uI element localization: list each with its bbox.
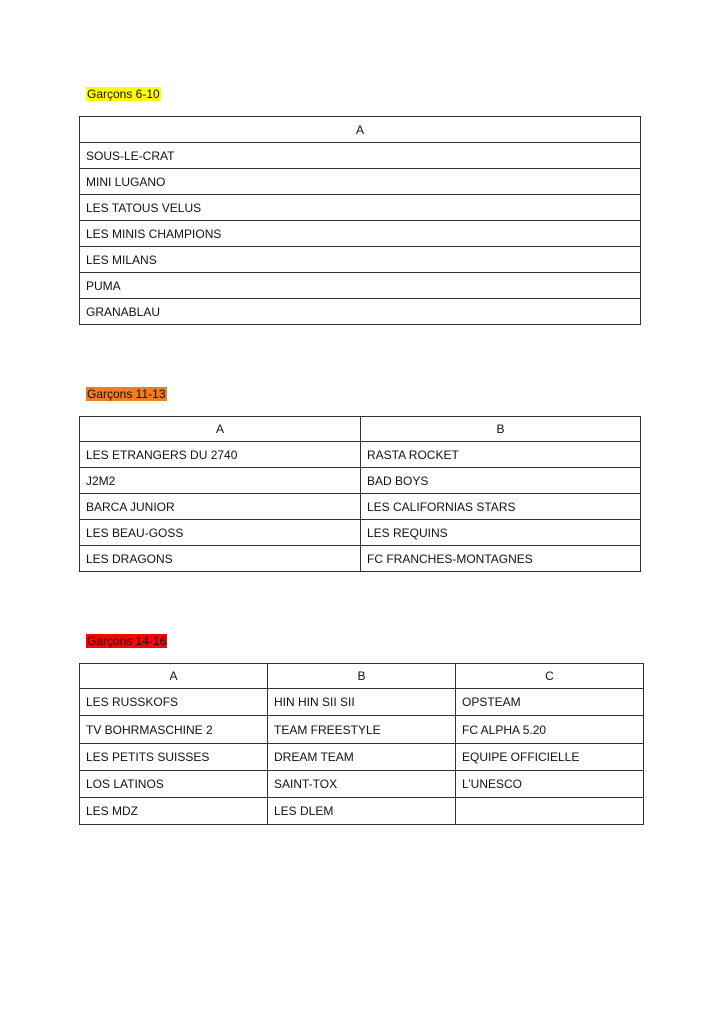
section-heading-6-10: Garçons 6-10 (87, 87, 160, 101)
team-cell: PUMA (80, 273, 641, 299)
table-row (80, 195, 641, 221)
group-header-a: A (80, 117, 641, 143)
table-row (80, 494, 641, 520)
team-cell: BAD BOYS (361, 468, 641, 494)
team-cell: OPSTEAM (456, 689, 644, 716)
group-header-b: B (268, 664, 456, 689)
group-table-6-10 (79, 116, 641, 325)
group-header-c: C (456, 664, 644, 689)
team-cell: DREAM TEAM (268, 744, 456, 771)
team-cell: J2M2 (80, 468, 361, 494)
team-cell: RASTA ROCKET (361, 442, 641, 468)
section-heading-11-13: Garçons 11-13 (87, 387, 166, 401)
table-row (80, 247, 641, 273)
team-cell: HIN HIN SII SII (268, 689, 456, 716)
team-cell: TV BOHRMASCHINE 2 (80, 716, 268, 744)
team-cell: LES BEAU-GOSS (80, 520, 361, 546)
team-cell: MINI LUGANO (80, 169, 641, 195)
table-row (80, 716, 644, 744)
team-cell: LES CALIFORNIAS STARS (361, 494, 641, 520)
table-header-row (80, 117, 641, 143)
table-row (80, 771, 644, 798)
table-row (80, 299, 641, 325)
table-row (80, 143, 641, 169)
group-header-a: A (80, 417, 361, 442)
table-row (80, 468, 641, 494)
team-cell: SAINT-TOX (268, 771, 456, 798)
table-row (80, 273, 641, 299)
team-cell: GRANABLAU (80, 299, 641, 325)
team-cell: LES ETRANGERS DU 2740 (80, 442, 361, 468)
team-cell: LES PETITS SUISSES (80, 744, 268, 771)
team-cell: FC FRANCHES-MONTAGNES (361, 546, 641, 572)
group-table-11-13 (79, 416, 641, 572)
team-cell: LES DLEM (268, 798, 456, 825)
table-row (80, 221, 641, 247)
team-cell: L’UNESCO (456, 771, 644, 798)
table-row (80, 689, 644, 716)
team-cell: SOUS-LE-CRAT (80, 143, 641, 169)
table-row (80, 744, 644, 771)
group-table-14-16 (79, 663, 644, 825)
team-cell: LES DRAGONS (80, 546, 361, 572)
table-header-row (80, 664, 644, 689)
team-cell-empty (456, 798, 644, 825)
group-header-a: A (80, 664, 268, 689)
team-cell: TEAM FREESTYLE (268, 716, 456, 744)
team-cell: FC ALPHA 5.20 (456, 716, 644, 744)
section-heading-14-16: Garçons 14-16 (87, 634, 167, 648)
table-row (80, 798, 644, 825)
team-cell: LES REQUINS (361, 520, 641, 546)
group-header-b: B (361, 417, 641, 442)
team-cell: LES RUSSKOFS (80, 689, 268, 716)
team-cell: LES TATOUS VELUS (80, 195, 641, 221)
team-cell: LOS LATINOS (80, 771, 268, 798)
team-cell: BARCA JUNIOR (80, 494, 361, 520)
table-row (80, 169, 641, 195)
team-cell: LES MDZ (80, 798, 268, 825)
team-cell: LES MINIS CHAMPIONS (80, 221, 641, 247)
table-header-row (80, 417, 641, 442)
table-row (80, 520, 641, 546)
team-cell: LES MILANS (80, 247, 641, 273)
table-row (80, 546, 641, 572)
table-row (80, 442, 641, 468)
team-cell: EQUIPE OFFICIELLE (456, 744, 644, 771)
